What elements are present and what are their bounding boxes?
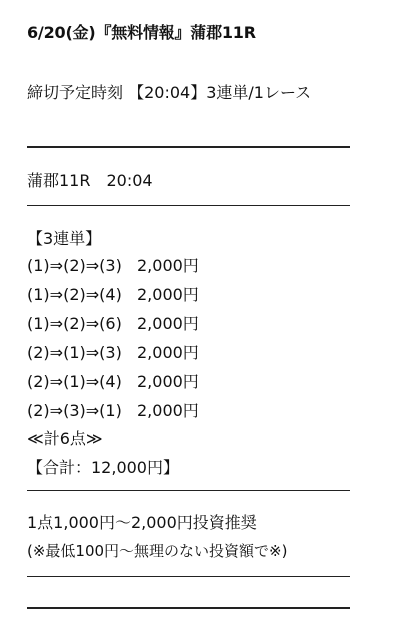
bet-type-heading: 【3連単】: [27, 229, 102, 248]
divider: [27, 607, 350, 609]
bet-combination: (1)⇒(2)⇒(3): [27, 256, 122, 275]
bet-amount: 2,000円: [137, 343, 199, 362]
divider: [27, 576, 350, 577]
bet-combination: (2)⇒(3)⇒(1): [27, 401, 122, 420]
total-amount: 【合計：12,000円】: [27, 458, 179, 477]
bet-list: [27, 254, 199, 428]
bet-row: [27, 341, 199, 370]
investment-note: (※最低100円〜無理のない投資額で※): [27, 542, 288, 560]
bet-row: [27, 283, 199, 312]
bet-row: [27, 370, 199, 399]
bet-row: [27, 254, 199, 283]
deadline-text: 締切予定時刻 【20:04】3連単/1レース: [27, 83, 312, 102]
points-count: ≪計6点≫: [27, 429, 103, 448]
bet-combination: (1)⇒(2)⇒(6): [27, 314, 122, 333]
bet-combination: (1)⇒(2)⇒(4): [27, 285, 122, 304]
bet-amount: 2,000円: [137, 256, 199, 275]
bet-row: [27, 312, 199, 341]
bet-combination: (2)⇒(1)⇒(4): [27, 372, 122, 391]
bet-amount: 2,000円: [137, 314, 199, 333]
race-info: 蒲郡11R 20:04: [27, 171, 153, 190]
bet-amount: 2,000円: [137, 401, 199, 420]
divider: [27, 146, 350, 148]
post-title: 6/20(金)『無料情報』蒲郡11R: [27, 23, 256, 42]
bet-combination: (2)⇒(1)⇒(3): [27, 343, 122, 362]
bet-amount: 2,000円: [137, 285, 199, 304]
bet-amount: 2,000円: [137, 372, 199, 391]
bet-row: [27, 399, 199, 428]
divider: [27, 490, 350, 491]
divider: [27, 205, 350, 206]
investment-recommendation: 1点1,000円〜2,000円投資推奨: [27, 513, 257, 532]
